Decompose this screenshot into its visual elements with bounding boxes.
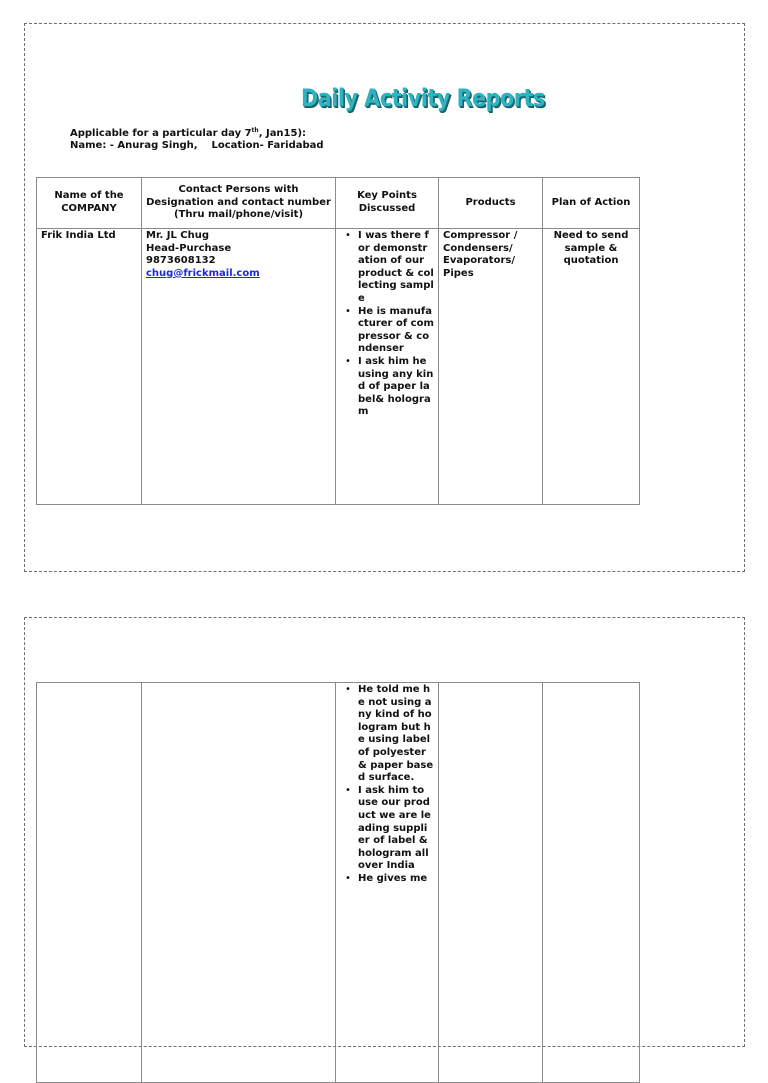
header-contact: Contact Persons with Designation and contact number (Thru mail/phone/visit): [142, 178, 336, 229]
key-points-cell: [336, 683, 439, 1083]
contact-designation: Head-Purchase: [146, 242, 232, 254]
report-meta: [70, 128, 324, 152]
activity-table: [36, 177, 640, 505]
header-plan: Plan of Action: [543, 178, 640, 229]
table-row: [37, 229, 640, 505]
document-page-2: [24, 617, 745, 1047]
list-item: • He told me he not using any kind of hologram but he using label of polyester & paper based surface.: [358, 684, 434, 785]
list-item: • He is manufacturer of compressor & condenser: [358, 306, 434, 356]
table-row: [37, 683, 640, 1083]
list-item: • I was there for demonstration of our product & collecting sample: [358, 230, 434, 306]
key-points-list: [340, 230, 434, 419]
document-page-1: [24, 23, 745, 572]
key-points-list: [340, 684, 434, 886]
list-item: • He gives me: [358, 873, 434, 886]
contact-cell: [142, 229, 336, 505]
list-item: • I ask him he using any kind of paper label& hologram: [358, 356, 434, 419]
table-header-row: [37, 178, 640, 229]
company-cell: [37, 683, 142, 1083]
header-key-points: Key Points Discussed: [336, 178, 439, 229]
list-item: • I ask him to use our product we are leading supplier of label & hologram all over India: [358, 785, 434, 873]
key-points-cell: [336, 229, 439, 505]
applicable-date-line: Applicable for a particular day 7th, Jan15):: [70, 127, 307, 139]
products-cell: [439, 683, 543, 1083]
name-location-line: Name: - Anurag Singh, Location- Faridabad: [70, 140, 324, 151]
report-title: Daily Activity Reports: [301, 84, 545, 112]
contact-email-link[interactable]: chug@frickmail.com: [146, 267, 260, 279]
contact-phone: 9873608132: [146, 255, 216, 267]
plan-cell: Need to send sample & quotation: [543, 229, 640, 505]
company-cell: Frik India Ltd: [37, 229, 142, 505]
header-products: Products: [439, 178, 543, 229]
header-company: Name of the COMPANY: [37, 178, 142, 229]
activity-table-continued: [36, 682, 640, 1083]
contact-cell: [142, 683, 336, 1083]
plan-cell: [543, 683, 640, 1083]
products-cell: Compressor / Condensers/ Evaporators/ Pipes: [439, 229, 543, 505]
contact-name: Mr. JL Chug: [146, 230, 210, 241]
